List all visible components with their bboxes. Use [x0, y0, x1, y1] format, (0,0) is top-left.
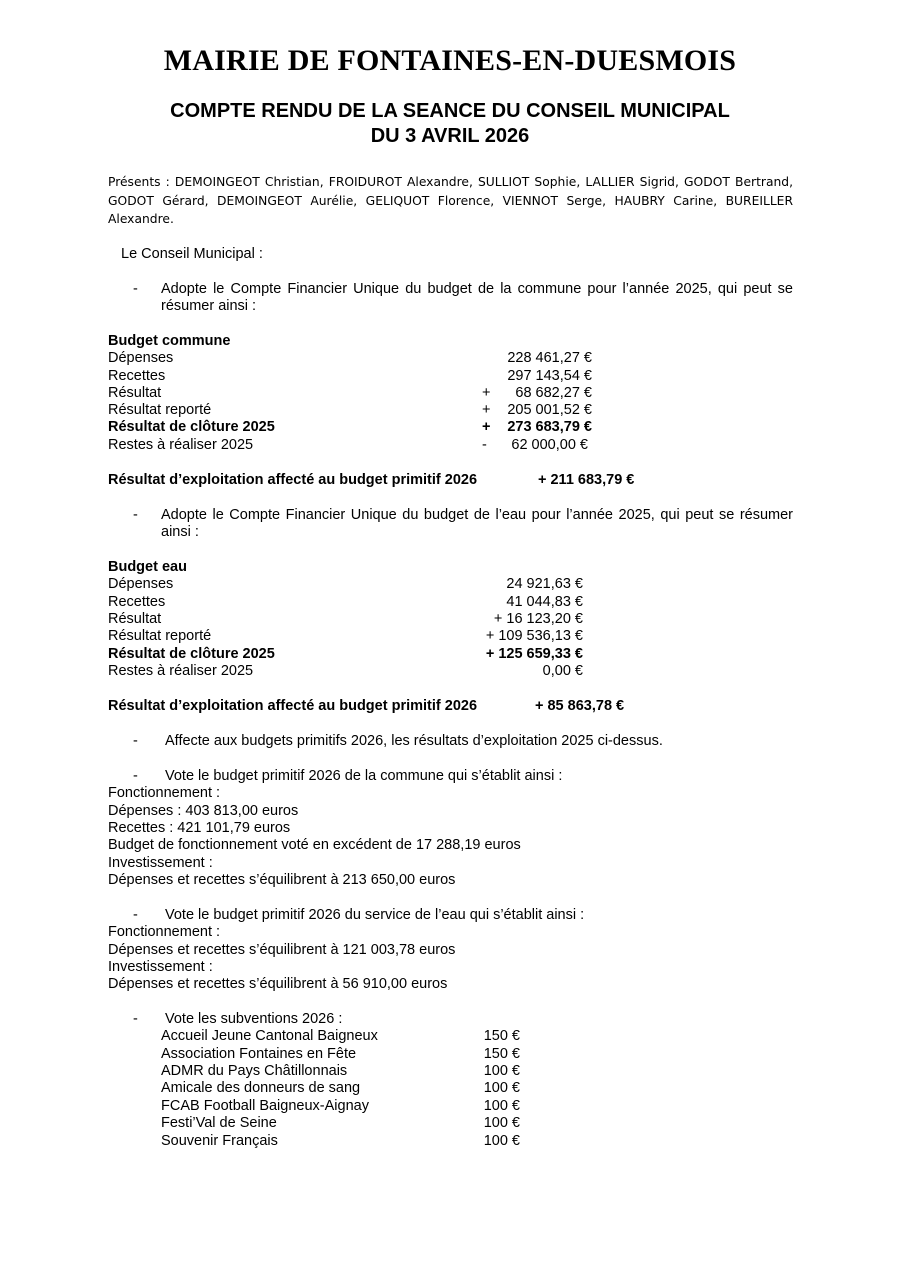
vote-eau-line: Dépenses et recettes s’équilibrent à 121 003,78 euros	[108, 942, 456, 958]
subvention-name: Accueil Jeune Cantonal Baigneux	[161, 1028, 378, 1044]
commune-row-sign: +	[482, 419, 491, 435]
commune-row-label: Dépenses	[108, 350, 174, 366]
commune-row-sign: +	[482, 385, 491, 401]
list-dash: -	[133, 768, 138, 784]
eau-row-value: + 125 659,33 €	[485, 646, 583, 662]
subvention-name: Association Fontaines en Fête	[161, 1046, 357, 1062]
subvention-name: ADMR du Pays Châtillonnais	[161, 1063, 348, 1079]
subvention-amount: 100 €	[483, 1133, 520, 1149]
vote-commune-line: Dépenses et recettes s’équilibrent à 213 650,00 euros	[108, 872, 456, 888]
attendees-list: Présents : DEMOINGEOT Christian, FROIDUROT Alexandre, SULLIOT Sophie, LALLIER Sigrid, GODOT Bertrand, GODOT Gérard, DEMOINGEOT Aurélie, GELIQUOT Florence, VIENNOT Serge, HAUBRY Carine, BUREILLER Alexandre.	[108, 175, 793, 226]
subvention-amount: 150 €	[483, 1046, 520, 1062]
budget-commune-heading: Budget commune	[108, 333, 231, 349]
eau-affect-value: + 85 863,78 €	[535, 698, 625, 714]
report-subtitle-line2: DU 3 AVRIL 2026	[370, 125, 530, 147]
vote-commune-intro: Vote le budget primitif 2026 de la commune qui s’établit ainsi :	[165, 768, 563, 784]
commune-row-label: Recettes	[108, 368, 166, 384]
list-dash: -	[133, 1011, 138, 1027]
vote-commune-line: Budget de fonctionnement voté en excédent de 17 288,19 euros	[108, 837, 521, 853]
commune-row-value: 62 000,00 €	[511, 437, 588, 453]
list-dash: -	[133, 907, 138, 923]
list-dash: -	[133, 281, 138, 297]
eau-row-label: Recettes	[108, 594, 166, 610]
commune-row-sign: +	[482, 402, 491, 418]
budget-eau-heading: Budget eau	[108, 559, 187, 575]
eau-adopt-text: Adopte le Compte Financier Unique du budget de l’eau pour l’année 2025, qui peut se résumer ainsi :	[161, 507, 793, 540]
affecte-text: Affecte aux budgets primitifs 2026, les résultats d’exploitation 2025 ci-dessus.	[165, 733, 663, 749]
eau-row-label: Dépenses	[108, 576, 174, 592]
subvention-name: FCAB Football Baigneux-Aignay	[161, 1098, 369, 1114]
vote-eau-line: Fonctionnement :	[108, 924, 221, 940]
eau-row-label: Résultat de clôture 2025	[108, 646, 275, 662]
commune-affect-label: Résultat d’exploitation affecté au budget primitif 2026	[108, 472, 478, 488]
eau-row-value: 0,00 €	[542, 663, 583, 679]
report-subtitle-line1: COMPTE RENDU DE LA SEANCE DU CONSEIL MUNICIPAL	[170, 100, 730, 122]
council-intro: Le Conseil Municipal :	[121, 246, 263, 262]
subvention-amount: 150 €	[483, 1028, 520, 1044]
eau-row-label: Résultat reporté	[108, 628, 212, 644]
list-dash: -	[133, 507, 138, 523]
commune-row-value: 68 682,27 €	[515, 385, 592, 401]
subvention-amount: 100 €	[483, 1080, 520, 1096]
page-title: MAIRIE DE FONTAINES-EN-DUESMOIS	[163, 44, 737, 77]
vote-commune-line: Fonctionnement :	[108, 785, 221, 801]
subventions-intro: Vote les subventions 2026 :	[165, 1011, 343, 1027]
subvention-name: Festi’Val de Seine	[161, 1115, 277, 1131]
commune-row-value: 297 143,54 €	[507, 368, 592, 384]
commune-row-label: Résultat de clôture 2025	[108, 419, 275, 435]
eau-row-label: Restes à réaliser 2025	[108, 663, 254, 679]
commune-row-sign: -	[482, 437, 487, 453]
subvention-amount: 100 €	[483, 1098, 520, 1114]
eau-row-value: + 16 123,20 €	[493, 611, 583, 627]
commune-row-label: Restes à réaliser 2025	[108, 437, 254, 453]
commune-row-value: 228 461,27 €	[507, 350, 592, 366]
list-dash: -	[133, 733, 138, 749]
subvention-amount: 100 €	[483, 1063, 520, 1079]
eau-row-value: 24 921,63 €	[506, 576, 583, 592]
commune-row-label: Résultat	[108, 385, 162, 401]
subvention-name: Souvenir Français	[161, 1133, 278, 1149]
vote-commune-line: Dépenses : 403 813,00 euros	[108, 803, 299, 819]
vote-eau-line: Dépenses et recettes s’équilibrent à 56 910,00 euros	[108, 976, 448, 992]
eau-row-value: + 109 536,13 €	[485, 628, 583, 644]
commune-row-value: 273 683,79 €	[507, 419, 592, 435]
commune-affect-value: + 211 683,79 €	[538, 472, 635, 488]
subvention-name: Amicale des donneurs de sang	[161, 1080, 361, 1096]
vote-eau-intro: Vote le budget primitif 2026 du service de l’eau qui s’établit ainsi :	[165, 907, 585, 923]
commune-row-value: 205 001,52 €	[507, 402, 592, 418]
eau-row-label: Résultat	[108, 611, 162, 627]
eau-affect-label: Résultat d’exploitation affecté au budget primitif 2026	[108, 698, 478, 714]
vote-commune-line: Recettes : 421 101,79 euros	[108, 820, 291, 836]
commune-row-label: Résultat reporté	[108, 402, 212, 418]
vote-commune-line: Investissement :	[108, 855, 213, 871]
subvention-amount: 100 €	[483, 1115, 520, 1131]
commune-adopt-text: Adopte le Compte Financier Unique du budget de la commune pour l’année 2025, qui peut se résumer ainsi :	[161, 281, 793, 314]
eau-row-value: 41 044,83 €	[506, 594, 583, 610]
vote-eau-line: Investissement :	[108, 959, 213, 975]
